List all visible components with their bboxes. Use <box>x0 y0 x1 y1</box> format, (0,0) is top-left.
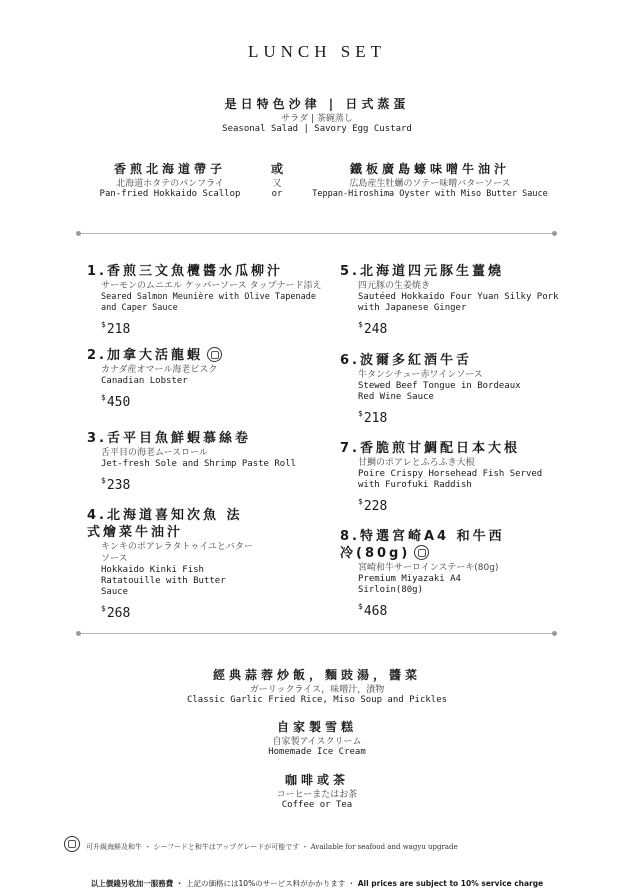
wagyu-seal-icon <box>414 545 429 560</box>
dish-en: Sautéed Hokkaido Four Yuan Silky Pork with Japanese Ginger <box>358 292 559 313</box>
dessert-zh: 自家製雪糕 <box>276 720 357 734</box>
upgrade-note-zh: 可升級海鮮及和牛 ・ シーフードと和牛はアップグレードが可能です ・ <box>86 843 309 851</box>
currency: $ <box>101 476 106 485</box>
starter-jp: サラダ | 茶碗蒸し <box>281 114 353 124</box>
divider-line <box>80 633 554 634</box>
service-charge-note <box>0 878 634 889</box>
dish-name: 7.香脆煎甘鯛配日本大根 <box>340 441 520 456</box>
sides-zh: 經典蒜蓉炒飯，麵豉湯，醬菜 <box>212 668 421 682</box>
dish-jp: 甘鯛のポアレとふろふき大根 <box>358 458 475 468</box>
dish-name: 8.特選宮崎A4 和牛西冷(80g) <box>340 529 505 561</box>
currency: $ <box>358 320 363 329</box>
service-zh: 以上價錢另收加一服務費 ・ <box>90 879 184 888</box>
service-jp: 上記の価格には10%のサービス料がかかります ・ <box>186 879 356 888</box>
dish-name: 2.加拿大活龍蝦 <box>87 348 203 363</box>
dish-name: 6.波爾多紅酒牛舌 <box>340 353 472 368</box>
divider-dot <box>552 631 557 636</box>
divider-dot <box>552 231 557 236</box>
dish-name: 4.北海道喜知次魚 法式燴菜牛油汁 <box>87 508 243 540</box>
dish-price: $218 <box>101 320 131 337</box>
wagyu-seal-icon <box>207 347 222 362</box>
sides-en: Classic Garlic Fried Rice, Miso Soup and Pickles <box>186 695 448 705</box>
appetizer-right-jp: 広島産生牡蠣のソテー味噌バターソース <box>349 179 511 189</box>
main-dish-6 <box>340 352 540 426</box>
main-dish-4 <box>87 507 257 621</box>
drink-jp: コーヒーまたはお茶 <box>276 790 358 800</box>
drink-en: Coffee or Tea <box>281 800 353 810</box>
appetizer-left-jp: 北海道ホタテのパンフライ <box>116 179 224 189</box>
appetizer-or-zh: 或 <box>270 162 283 176</box>
currency: $ <box>358 602 363 611</box>
dish-price: $468 <box>358 602 388 619</box>
appetizer-left-en: Pan-fried Hokkaido Scallop <box>99 189 241 199</box>
dish-jp: 宮崎和牛サーロインステーキ(80g) <box>358 563 499 573</box>
dish-en: Stewed Beef Tongue in Bordeaux Red Wine Sauce <box>358 381 521 402</box>
dish-price: $450 <box>101 393 131 410</box>
dish-price: $238 <box>101 476 131 493</box>
currency: $ <box>358 497 363 506</box>
dessert-en: Homemade Ice Cream <box>268 747 366 757</box>
dish-en: Premium Miyazaki A4 Sirloin(80g) <box>358 574 461 595</box>
main-dish-8 <box>340 528 515 619</box>
appetizer-right-zh: 鐵板廣島蠔味噌牛油汁 <box>349 162 510 176</box>
dessert-jp: 自家製アイスクリーム <box>272 737 362 747</box>
drink-zh: 咖啡或茶 <box>284 773 349 787</box>
dish-name: 3.舌平目魚鮮蝦慕絲卷 <box>87 431 251 446</box>
starter-en: Seasonal Salad | Savory Egg Custard <box>222 124 412 134</box>
dish-jp: カナダ産オマール海老ビスク <box>101 365 218 375</box>
currency: $ <box>101 320 106 329</box>
main-dish-1 <box>87 263 322 337</box>
service-en: All prices are subject to 10% service charge <box>357 879 544 888</box>
sides-jp: ガーリックライス，味噌汁，漬物 <box>249 685 385 695</box>
divider-line <box>80 233 554 234</box>
dish-en: Hokkaido Kinki Fish Ratatouille with Butter Sauce <box>101 565 226 597</box>
dish-en: Canadian Lobster <box>101 376 188 386</box>
upgrade-note <box>64 836 584 852</box>
dish-en: Seared Salmon Meunière with Olive Tapenade and Caper Sauce <box>101 292 316 313</box>
dish-price: $248 <box>358 320 388 337</box>
dish-jp: 四元豚の生姜焼き <box>358 281 431 291</box>
appetizer-or-en: or <box>271 189 283 199</box>
dish-jp: 牛タンシチュー赤ワインソース <box>358 370 483 380</box>
currency: $ <box>358 409 363 418</box>
dish-en: Poire Crispy Horsehead Fish Served with Furofuki Raddish <box>358 469 543 490</box>
main-dish-5 <box>340 263 560 337</box>
dish-jp: キンキのポアレラタトゥイユとバターソース <box>101 542 253 564</box>
upgrade-note-en: Available for seafood and wagyu upgrade <box>310 843 458 851</box>
dish-price: $228 <box>358 497 388 514</box>
main-dish-3 <box>87 430 337 493</box>
dish-name: 1.香煎三文魚欖醬水瓜柳汁 <box>87 264 283 279</box>
appetizer-left-zh: 香煎北海道帶子 <box>113 162 226 176</box>
dish-name: 5.北海道四元豚生薑燒 <box>340 264 504 279</box>
menu-title: LUNCH SET <box>247 42 387 61</box>
dish-price: $218 <box>358 409 388 426</box>
appetizer-or-jp: 又 <box>272 179 282 189</box>
dish-en: Jet-fresh Sole and Shrimp Paste Roll <box>101 459 297 469</box>
dish-jp: サーモンのムニエル ケッパーソース タップナード添え <box>101 281 322 291</box>
wagyu-seal-icon <box>64 836 80 852</box>
currency: $ <box>101 393 106 402</box>
main-dish-2 <box>87 347 337 410</box>
appetizer-right-en: Teppan-Hiroshima Oyster with Miso Butter Sauce <box>312 189 548 199</box>
main-dish-7 <box>340 440 550 514</box>
dish-jp: 舌平目の海老ムースロール <box>101 448 208 458</box>
starter-zh: 是日特色沙律 | 日式蒸蛋 <box>224 97 410 111</box>
currency: $ <box>101 604 106 613</box>
dish-price: $268 <box>101 604 131 621</box>
